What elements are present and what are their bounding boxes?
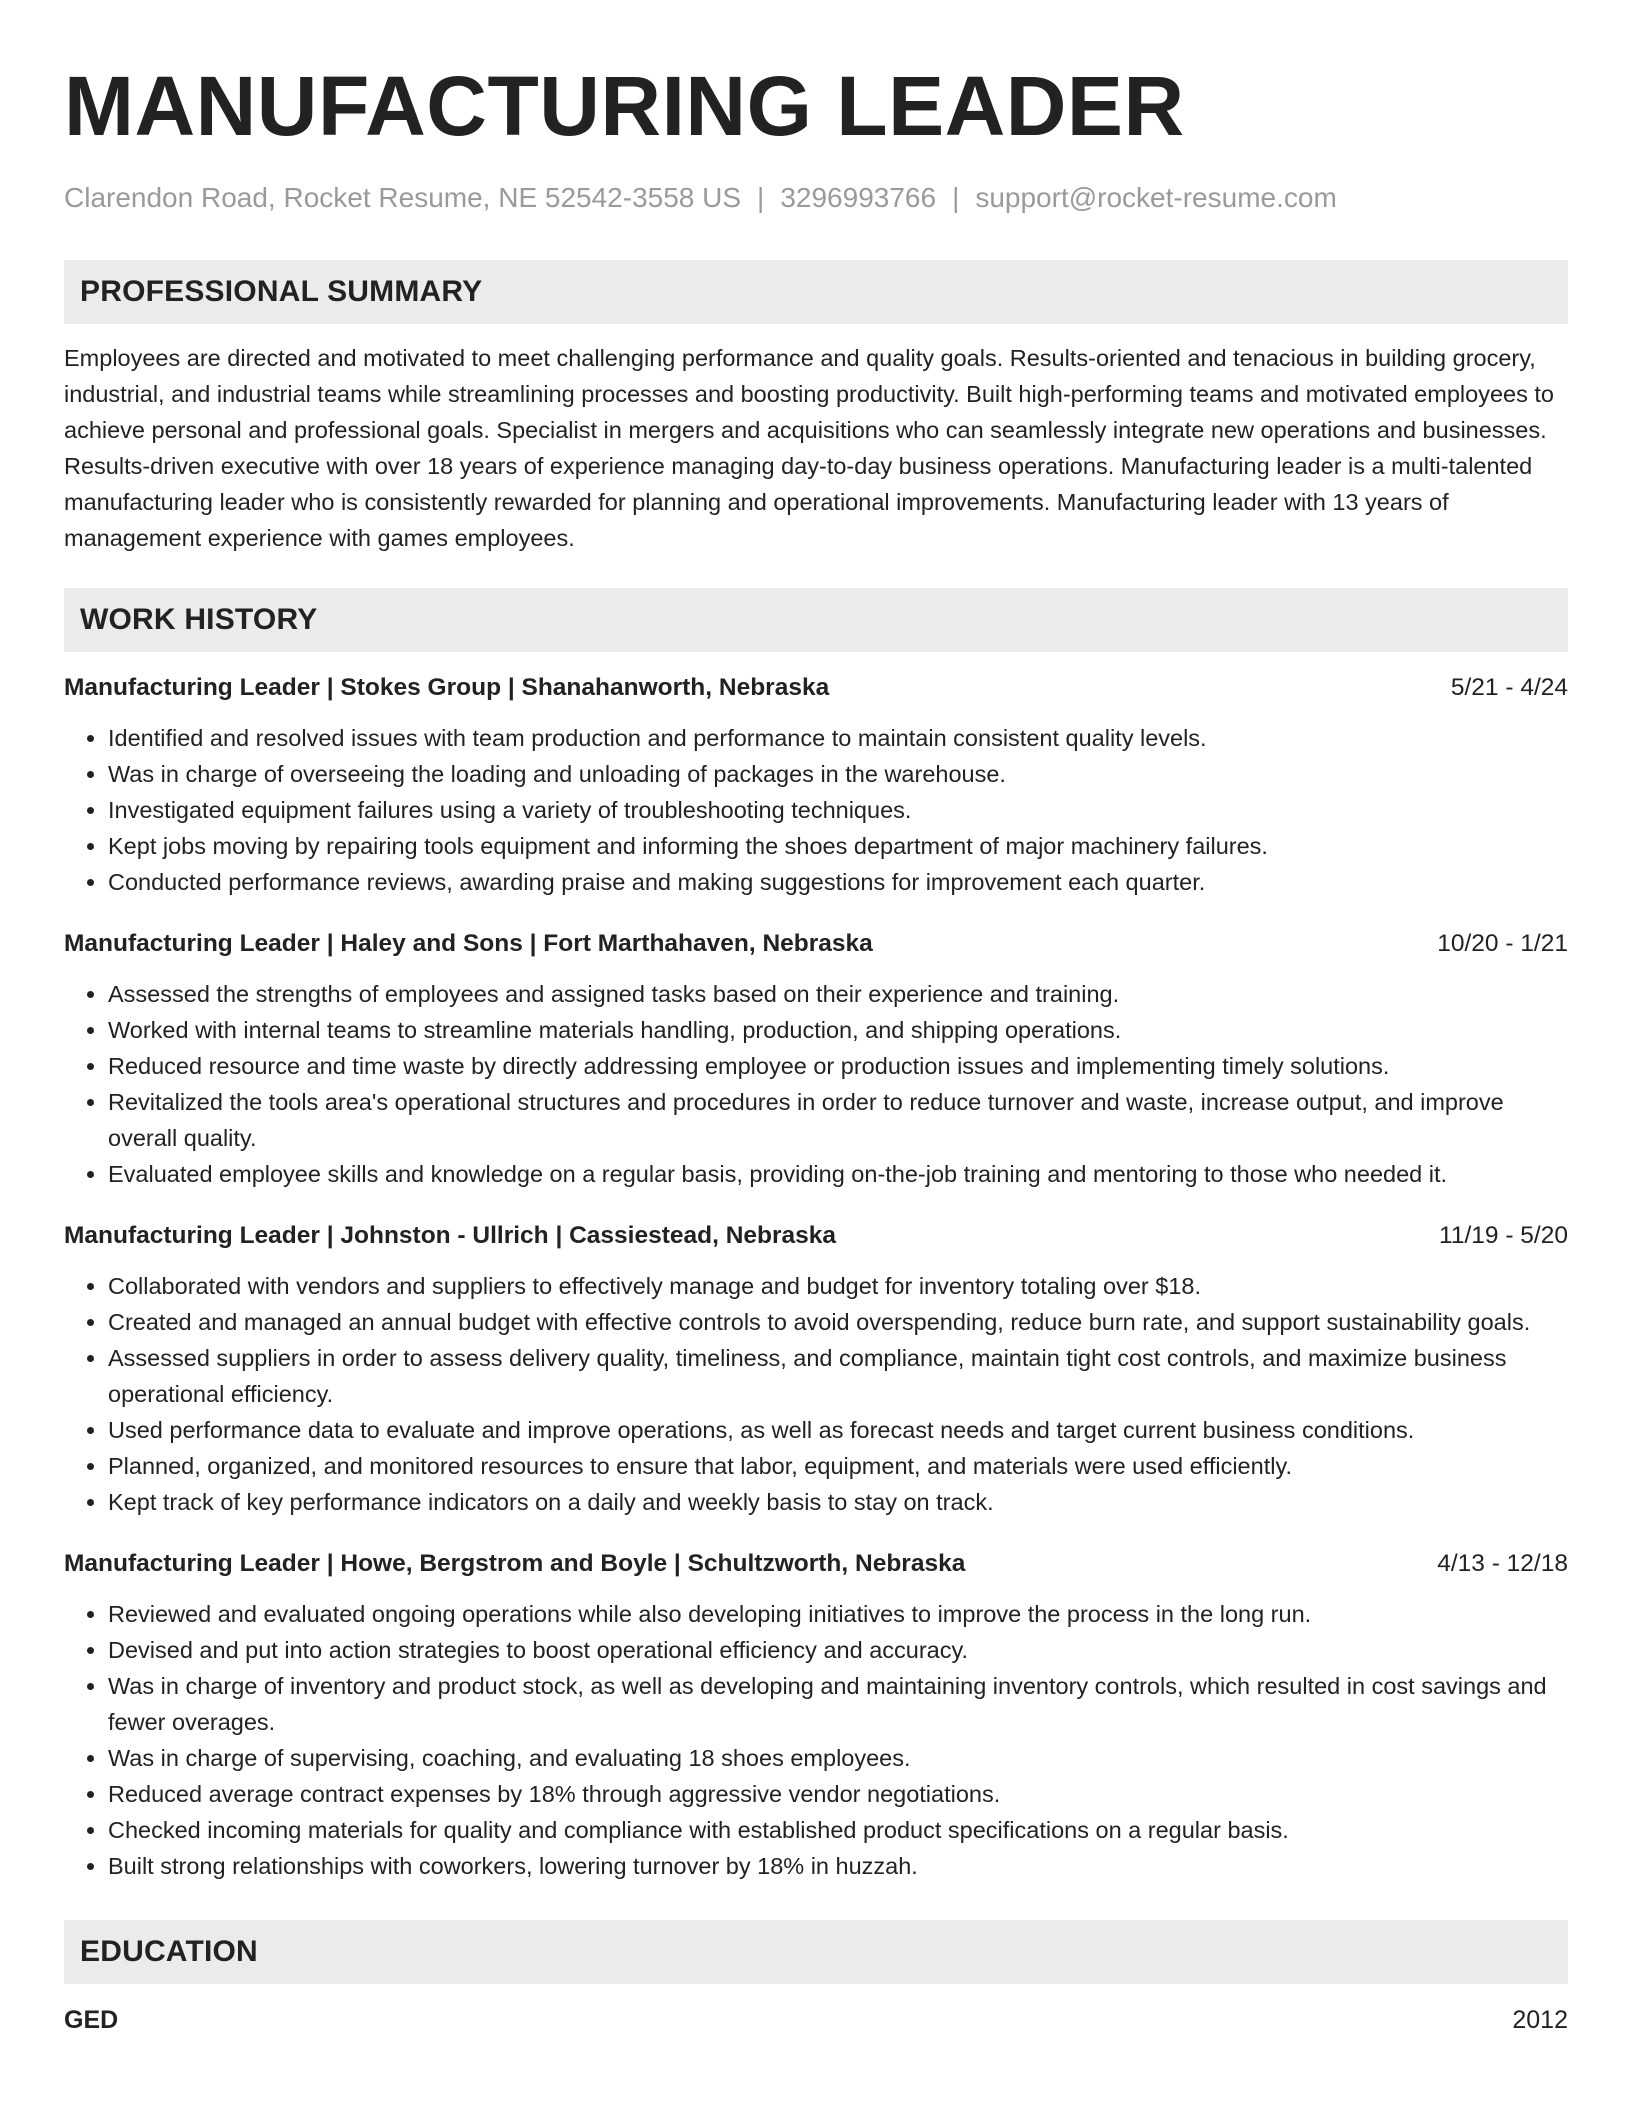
job-entry <box>64 926 1568 1192</box>
section-header-summary <box>64 260 1568 324</box>
education-degree: GED <box>64 2006 119 2034</box>
job-entry <box>64 670 1568 900</box>
section-title: WORK HISTORY <box>80 603 318 636</box>
contact-separator: | <box>757 182 765 213</box>
job-bullet: • Investigated equipment failures using a variety of troubleshooting techniques. <box>108 792 1568 828</box>
job-bullet: • Evaluated employee skills and knowledge on a regular basis, providing on-the-job training and mentoring to those who needed it. <box>108 1156 1568 1192</box>
job-bullet: • Planned, organized, and monitored resources to ensure that labor, equipment, and materials were used efficiently. <box>108 1448 1568 1484</box>
job-title: Manufacturing Leader | Johnston - Ullrich | Cassiestead, Nebraska <box>64 1222 837 1249</box>
job-bullet: • Kept track of key performance indicators on a daily and weekly basis to stay on track. <box>108 1484 1568 1520</box>
section-header-education <box>64 1920 1568 1984</box>
section-title: EDUCATION <box>80 1935 258 1968</box>
job-bullet: • Revitalized the tools area's operational structures and procedures in order to reduce turnover and waste, increase output, and improve overall quality. <box>108 1084 1568 1156</box>
job-dates: 11/19 - 5/20 <box>1439 1222 1568 1249</box>
contact-phone: 3296993766 <box>780 182 937 213</box>
job-bullet: • Reduced resource and time waste by directly addressing employee or production issues and implementing timely solutions. <box>108 1048 1568 1084</box>
job-title: Manufacturing Leader | Stokes Group | Shanahanworth, Nebraska <box>64 674 830 701</box>
job-bullet: • Was in charge of overseeing the loading and unloading of packages in the warehouse. <box>108 756 1568 792</box>
job-header <box>64 670 1568 706</box>
job-bullet: • Checked incoming materials for quality and compliance with established product specifications on a regular basis. <box>108 1812 1568 1848</box>
job-header <box>64 926 1568 962</box>
summary-text: Employees are directed and motivated to meet challenging performance and quality goals. Results-oriented and tenacious in building grocery, industrial, and industrial teams while streamlining processes and boosting productivity. Built high-performing teams and motivated employees to achieve personal and professional goals. Specialist in mergers and acquisitions who can seamlessly integrate new operations and businesses. Results-driven executive with over 18 years of experience managing day-to-day business operations. Manufacturing leader is a multi-talented manufacturing leader who is consistently rewarded for planning and operational improvements. Manufacturing leader with 13 years of management experience with games employees. <box>64 345 1554 551</box>
job-bullet: • Used performance data to evaluate and improve operations, as well as forecast needs and target current business conditions. <box>108 1412 1568 1448</box>
job-bullet: • Was in charge of supervising, coaching, and evaluating 18 shoes employees. <box>108 1740 1568 1776</box>
job-bullet: • Created and managed an annual budget with effective controls to avoid overspending, reduce burn rate, and support sustainability goals. <box>108 1304 1568 1340</box>
job-bullet: • Conducted performance reviews, awarding praise and making suggestions for improvement each quarter. <box>108 864 1568 900</box>
job-bullet: • Worked with internal teams to streamline materials handling, production, and shipping operations. <box>108 1012 1568 1048</box>
contact-line <box>64 178 1568 218</box>
job-bullet: • Assessed suppliers in order to assess delivery quality, timeliness, and compliance, maintain tight cost controls, and maximize business operational efficiency. <box>108 1340 1568 1412</box>
job-bullets <box>64 720 1568 900</box>
section-header-work-history <box>64 588 1568 652</box>
job-bullets <box>64 1268 1568 1520</box>
job-dates: 5/21 - 4/24 <box>1450 674 1568 701</box>
section-title: PROFESSIONAL SUMMARY <box>80 275 483 308</box>
job-bullets <box>64 976 1568 1192</box>
job-bullet: • Kept jobs moving by repairing tools equipment and informing the shoes department of major machinery failures. <box>108 828 1568 864</box>
job-bullet: • Was in charge of inventory and product stock, as well as developing and maintaining inventory controls, which resulted in cost savings and fewer overages. <box>108 1668 1568 1740</box>
job-entry <box>64 1218 1568 1520</box>
job-dates: 4/13 - 12/18 <box>1437 1550 1568 1577</box>
job-header <box>64 1218 1568 1254</box>
job-header <box>64 1546 1568 1582</box>
contact-email: support@rocket-resume.com <box>975 182 1337 213</box>
job-bullet: • Identified and resolved issues with team production and performance to maintain consistent quality levels. <box>108 720 1568 756</box>
job-entry <box>64 1546 1568 1884</box>
job-bullets <box>64 1596 1568 1884</box>
job-bullet: • Devised and put into action strategies to boost operational efficiency and accuracy. <box>108 1632 1568 1668</box>
job-bullet: • Reviewed and evaluated ongoing operations while also developing initiatives to improve the process in the long run. <box>108 1596 1568 1632</box>
contact-address: Clarendon Road, Rocket Resume, NE 52542-3558 US <box>64 182 742 213</box>
job-title: Manufacturing Leader | Howe, Bergstrom and Boyle | Schultzworth, Nebraska <box>64 1550 966 1577</box>
job-bullet: • Reduced average contract expenses by 18% through aggressive vendor negotiations. <box>108 1776 1568 1812</box>
education-entry <box>64 2002 1568 2038</box>
resume-name: MANUFACTURING LEADER <box>64 59 1185 153</box>
job-bullet: • Built strong relationships with coworkers, lowering turnover by 18% in huzzah. <box>108 1848 1568 1884</box>
education-year: 2012 <box>1512 2006 1568 2034</box>
job-dates: 10/20 - 1/21 <box>1437 930 1568 957</box>
contact-separator: | <box>952 182 960 213</box>
job-bullet: • Collaborated with vendors and suppliers to effectively manage and budget for inventory totaling over $18. <box>108 1268 1568 1304</box>
job-title: Manufacturing Leader | Haley and Sons | Fort Marthahaven, Nebraska <box>64 930 873 957</box>
job-bullet: • Assessed the strengths of employees and assigned tasks based on their experience and training. <box>108 976 1568 1012</box>
